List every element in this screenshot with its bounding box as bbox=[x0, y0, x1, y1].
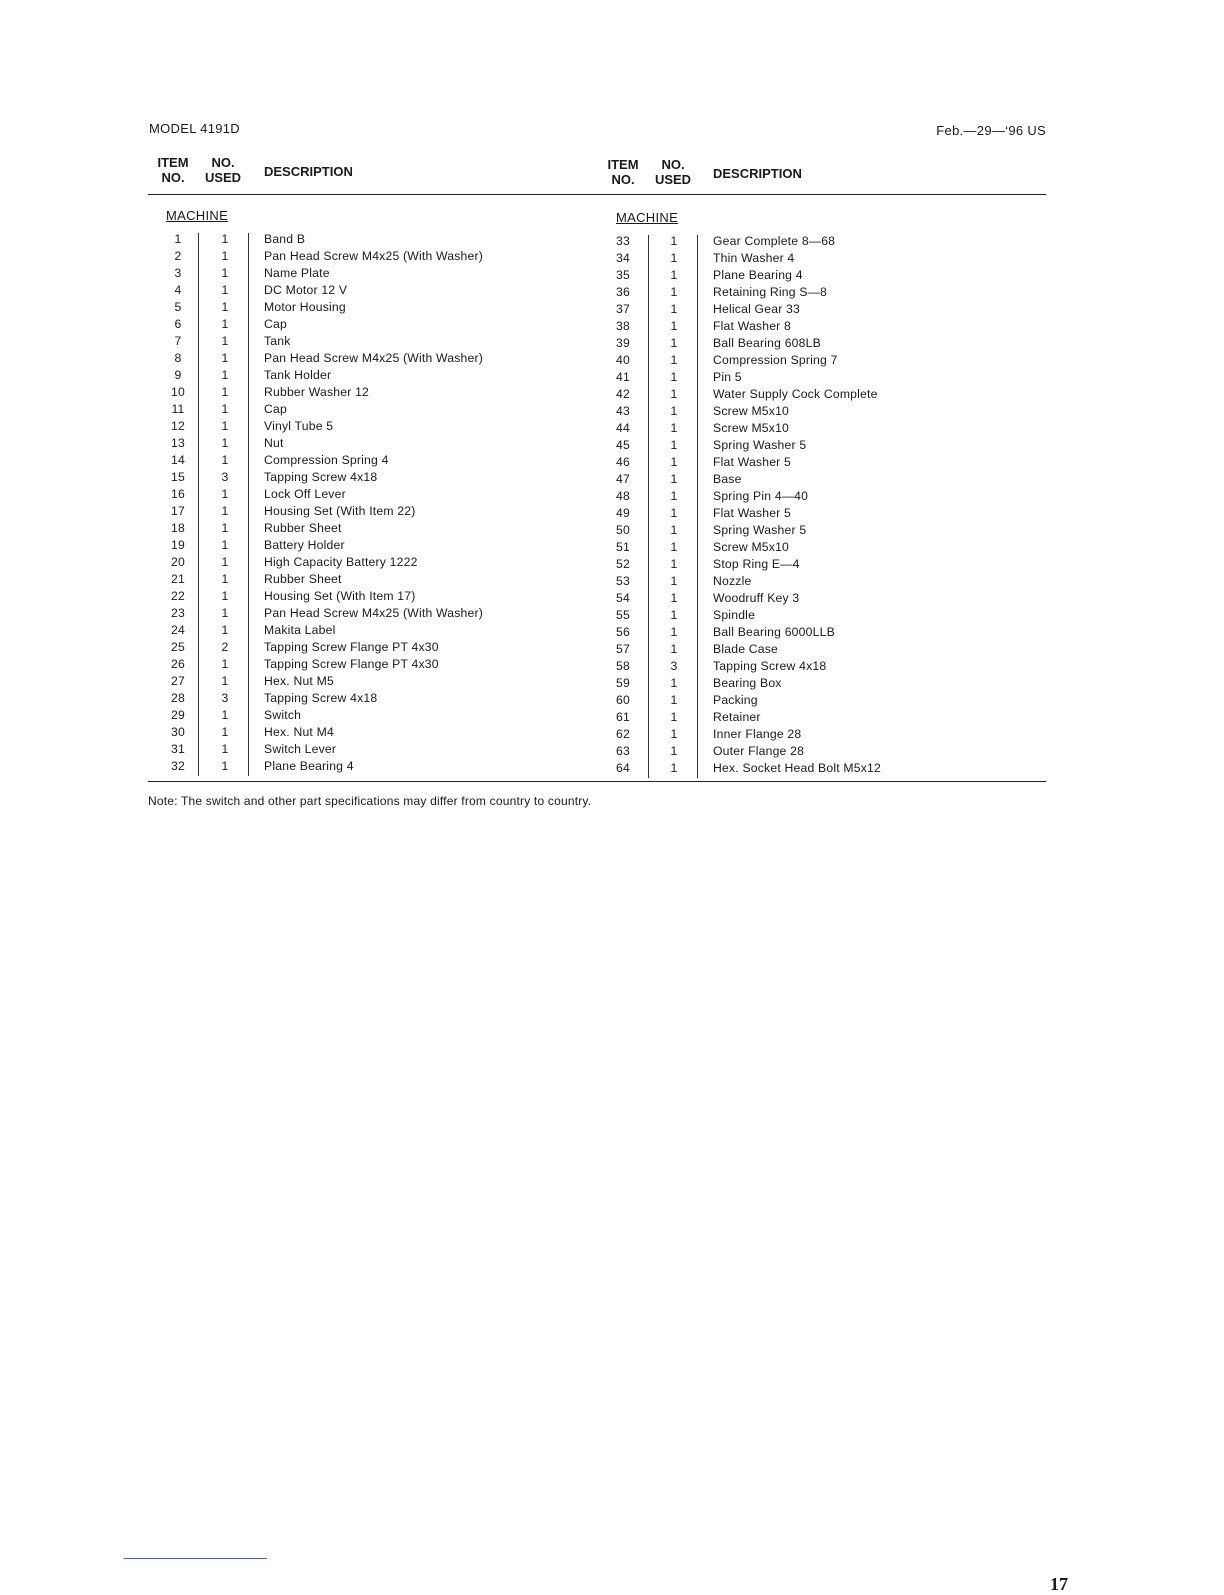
item-no: 13 bbox=[171, 436, 185, 450]
item-no: 36 bbox=[616, 285, 630, 299]
item-no: 63 bbox=[616, 744, 630, 758]
no-used: 1 bbox=[670, 574, 678, 588]
no-used: 1 bbox=[221, 453, 229, 467]
part-description: Pan Head Screw M4x25 (With Washer) bbox=[264, 351, 484, 365]
part-description: Cap bbox=[264, 402, 287, 416]
item-no: 20 bbox=[171, 555, 185, 569]
item-no: 58 bbox=[616, 659, 630, 673]
item-no: 54 bbox=[616, 591, 630, 605]
item-no: 32 bbox=[171, 759, 185, 773]
item-no: 15 bbox=[171, 470, 185, 484]
footer-link-line bbox=[124, 1558, 267, 1559]
no-used: 1 bbox=[221, 232, 229, 246]
part-description: Rubber Sheet bbox=[264, 521, 342, 535]
part-description: Compression Spring 7 bbox=[713, 353, 838, 367]
no-used: 1 bbox=[670, 642, 678, 656]
header-item-no bbox=[598, 157, 648, 187]
no-used: 1 bbox=[670, 353, 678, 367]
no-used: 1 bbox=[670, 268, 678, 282]
item-no: 10 bbox=[171, 385, 185, 399]
model-label: MODEL 4191D bbox=[149, 121, 240, 136]
header-no-used-line2: USED bbox=[204, 170, 242, 185]
no-used: 1 bbox=[221, 589, 229, 603]
item-no: 38 bbox=[616, 319, 630, 333]
header-item-no-line1: ITEM bbox=[607, 157, 639, 172]
header-item-no-line2: NO. bbox=[161, 170, 185, 185]
no-used: 1 bbox=[670, 676, 678, 690]
column-divider bbox=[648, 235, 649, 778]
no-used: 1 bbox=[670, 761, 678, 775]
part-description: Retaining Ring S—8 bbox=[713, 285, 828, 299]
item-no: 31 bbox=[171, 742, 185, 756]
revision-date: Feb.—29—‘96 US bbox=[936, 123, 1046, 138]
footer-rule bbox=[148, 781, 1046, 782]
no-used: 1 bbox=[221, 334, 229, 348]
part-description: Flat Washer 5 bbox=[713, 455, 792, 469]
no-used: 1 bbox=[670, 625, 678, 639]
part-description: Battery Holder bbox=[264, 538, 345, 552]
item-no: 51 bbox=[616, 540, 630, 554]
part-description: Cap bbox=[264, 317, 287, 331]
part-description: Flat Washer 5 bbox=[713, 506, 792, 520]
no-used: 1 bbox=[670, 472, 678, 486]
no-used: 1 bbox=[221, 657, 229, 671]
part-description: Blade Case bbox=[713, 642, 779, 656]
no-used: 3 bbox=[221, 470, 229, 484]
part-description: Screw M5x10 bbox=[713, 540, 790, 554]
part-description: Water Supply Cock Complete bbox=[713, 387, 878, 401]
part-description: Housing Set (With Item 22) bbox=[264, 504, 416, 518]
part-description: Ball Bearing 6000LLB bbox=[713, 625, 835, 639]
no-used: 1 bbox=[670, 523, 678, 537]
no-used: 1 bbox=[221, 351, 229, 365]
no-used: 1 bbox=[670, 727, 678, 741]
item-no: 52 bbox=[616, 557, 630, 571]
item-no: 46 bbox=[616, 455, 630, 469]
no-used: 1 bbox=[221, 623, 229, 637]
item-no: 12 bbox=[171, 419, 185, 433]
no-used: 1 bbox=[221, 606, 229, 620]
item-no: 35 bbox=[616, 268, 630, 282]
no-used: 3 bbox=[670, 659, 678, 673]
part-description: Spindle bbox=[713, 608, 756, 622]
section-label-right: MACHINE bbox=[616, 210, 679, 225]
part-description: Rubber Sheet bbox=[264, 572, 342, 586]
part-description: Vinyl Tube 5 bbox=[264, 419, 334, 433]
part-description: High Capacity Battery 1222 bbox=[264, 555, 418, 569]
part-description: Inner Flange 28 bbox=[713, 727, 802, 741]
item-no: 9 bbox=[174, 368, 182, 382]
no-used: 1 bbox=[670, 744, 678, 758]
item-no: 14 bbox=[171, 453, 185, 467]
item-no: 37 bbox=[616, 302, 630, 316]
item-no: 18 bbox=[171, 521, 185, 535]
item-no: 29 bbox=[171, 708, 185, 722]
no-used: 1 bbox=[221, 368, 229, 382]
part-description: Tapping Screw 4x18 bbox=[713, 659, 827, 673]
no-used: 1 bbox=[221, 487, 229, 501]
part-description: Spring Pin 4—40 bbox=[713, 489, 809, 503]
part-description: Woodruff Key 3 bbox=[713, 591, 800, 605]
part-description: Hex. Nut M4 bbox=[264, 725, 334, 739]
header-item-no bbox=[148, 155, 198, 185]
header-description: DESCRIPTION bbox=[264, 164, 353, 179]
part-description: Retainer bbox=[713, 710, 761, 724]
item-no: 50 bbox=[616, 523, 630, 537]
item-no: 28 bbox=[171, 691, 185, 705]
item-no: 17 bbox=[171, 504, 185, 518]
no-used: 1 bbox=[670, 710, 678, 724]
no-used: 1 bbox=[670, 421, 678, 435]
no-used: 1 bbox=[221, 249, 229, 263]
no-used: 1 bbox=[670, 404, 678, 418]
header-no-used bbox=[198, 155, 248, 185]
no-used: 1 bbox=[221, 283, 229, 297]
part-description: Ball Bearing 608LB bbox=[713, 336, 821, 350]
header-no-used-line2: USED bbox=[654, 172, 692, 187]
no-used: 1 bbox=[221, 385, 229, 399]
no-used: 1 bbox=[221, 674, 229, 688]
no-used: 1 bbox=[221, 317, 229, 331]
part-description: Hex. Socket Head Bolt M5x12 bbox=[713, 761, 881, 775]
no-used: 1 bbox=[221, 759, 229, 773]
part-description: Screw M5x10 bbox=[713, 421, 790, 435]
item-no: 19 bbox=[171, 538, 185, 552]
part-description: Band B bbox=[264, 232, 306, 246]
part-description: Motor Housing bbox=[264, 300, 346, 314]
item-no: 16 bbox=[171, 487, 185, 501]
item-no: 23 bbox=[171, 606, 185, 620]
section-label-left: MACHINE bbox=[166, 208, 229, 223]
item-no: 21 bbox=[171, 572, 185, 586]
item-no: 53 bbox=[616, 574, 630, 588]
no-used: 1 bbox=[670, 591, 678, 605]
item-no: 61 bbox=[616, 710, 630, 724]
no-used: 1 bbox=[670, 608, 678, 622]
item-no: 39 bbox=[616, 336, 630, 350]
item-no: 62 bbox=[616, 727, 630, 741]
no-used: 1 bbox=[670, 319, 678, 333]
no-used: 1 bbox=[670, 302, 678, 316]
item-no: 49 bbox=[616, 506, 630, 520]
column-divider bbox=[248, 233, 249, 776]
part-description: Gear Complete 8—68 bbox=[713, 234, 836, 248]
part-description: Plane Bearing 4 bbox=[264, 759, 354, 773]
no-used: 1 bbox=[221, 419, 229, 433]
item-no: 24 bbox=[171, 623, 185, 637]
item-no: 64 bbox=[616, 761, 630, 775]
item-no: 2 bbox=[174, 249, 182, 263]
specification-note: Note: The switch and other part specifications may differ from country to country. bbox=[148, 794, 592, 808]
item-no: 25 bbox=[171, 640, 185, 654]
item-no: 30 bbox=[171, 725, 185, 739]
item-no: 8 bbox=[174, 351, 182, 365]
no-used: 1 bbox=[670, 540, 678, 554]
item-no: 47 bbox=[616, 472, 630, 486]
header-item-no-line1: ITEM bbox=[157, 155, 189, 170]
item-no: 57 bbox=[616, 642, 630, 656]
part-description: Tapping Screw 4x18 bbox=[264, 691, 378, 705]
item-no: 34 bbox=[616, 251, 630, 265]
no-used: 1 bbox=[670, 557, 678, 571]
part-description: Tapping Screw Flange PT 4x30 bbox=[264, 657, 439, 671]
item-no: 1 bbox=[174, 232, 182, 246]
no-used: 3 bbox=[221, 691, 229, 705]
column-divider bbox=[697, 235, 698, 778]
item-no: 45 bbox=[616, 438, 630, 452]
no-used: 1 bbox=[221, 521, 229, 535]
item-no: 59 bbox=[616, 676, 630, 690]
item-no: 48 bbox=[616, 489, 630, 503]
part-description: Switch Lever bbox=[264, 742, 337, 756]
part-description: Pin 5 bbox=[713, 370, 742, 384]
no-used: 1 bbox=[670, 506, 678, 520]
part-description: Tapping Screw Flange PT 4x30 bbox=[264, 640, 439, 654]
no-used: 1 bbox=[221, 436, 229, 450]
part-description: Base bbox=[713, 472, 742, 486]
part-description: Nut bbox=[264, 436, 284, 450]
item-no: 7 bbox=[174, 334, 182, 348]
item-no: 44 bbox=[616, 421, 630, 435]
part-description: Flat Washer 8 bbox=[713, 319, 792, 333]
part-description: Switch bbox=[264, 708, 302, 722]
item-no: 33 bbox=[616, 234, 630, 248]
no-used: 1 bbox=[670, 455, 678, 469]
part-description: Name Plate bbox=[264, 266, 330, 280]
no-used: 1 bbox=[670, 336, 678, 350]
part-description: DC Motor 12 V bbox=[264, 283, 348, 297]
no-used: 1 bbox=[221, 742, 229, 756]
item-no: 3 bbox=[174, 266, 182, 280]
no-used: 1 bbox=[221, 725, 229, 739]
no-used: 1 bbox=[670, 693, 678, 707]
column-divider bbox=[198, 233, 199, 776]
no-used: 1 bbox=[670, 251, 678, 265]
item-no: 43 bbox=[616, 404, 630, 418]
part-description: Pan Head Screw M4x25 (With Washer) bbox=[264, 249, 484, 263]
item-no: 56 bbox=[616, 625, 630, 639]
part-description: Plane Bearing 4 bbox=[713, 268, 803, 282]
no-used: 1 bbox=[221, 504, 229, 518]
part-description: Makita Label bbox=[264, 623, 336, 637]
no-used: 1 bbox=[670, 387, 678, 401]
part-description: Tank bbox=[264, 334, 291, 348]
no-used: 1 bbox=[221, 555, 229, 569]
header-description: DESCRIPTION bbox=[713, 166, 802, 181]
no-used: 1 bbox=[670, 489, 678, 503]
part-description: Rubber Washer 12 bbox=[264, 385, 370, 399]
part-description: Helical Gear 33 bbox=[713, 302, 800, 316]
header-no-used-line1: NO. bbox=[661, 157, 685, 172]
item-no: 22 bbox=[171, 589, 185, 603]
part-description: Spring Washer 5 bbox=[713, 523, 807, 537]
no-used: 1 bbox=[221, 572, 229, 586]
part-description: Housing Set (With Item 17) bbox=[264, 589, 416, 603]
page-number: 17 bbox=[1050, 1574, 1068, 1594]
header-item-no-line2: NO. bbox=[611, 172, 635, 187]
part-description: Pan Head Screw M4x25 (With Washer) bbox=[264, 606, 484, 620]
header-no-used bbox=[648, 157, 698, 187]
part-description: Screw M5x10 bbox=[713, 404, 790, 418]
part-description: Stop Ring E—4 bbox=[713, 557, 800, 571]
item-no: 5 bbox=[174, 300, 182, 314]
part-description: Bearing Box bbox=[713, 676, 782, 690]
item-no: 40 bbox=[616, 353, 630, 367]
item-no: 60 bbox=[616, 693, 630, 707]
item-no: 55 bbox=[616, 608, 630, 622]
no-used: 1 bbox=[221, 300, 229, 314]
no-used: 1 bbox=[670, 370, 678, 384]
part-description: Hex. Nut M5 bbox=[264, 674, 334, 688]
no-used: 2 bbox=[221, 640, 229, 654]
item-no: 26 bbox=[171, 657, 185, 671]
no-used: 1 bbox=[670, 438, 678, 452]
item-no: 6 bbox=[174, 317, 182, 331]
part-description: Outer Flange 28 bbox=[713, 744, 805, 758]
item-no: 42 bbox=[616, 387, 630, 401]
part-description: Packing bbox=[713, 693, 758, 707]
item-no: 11 bbox=[171, 402, 185, 416]
no-used: 1 bbox=[670, 234, 678, 248]
part-description: Compression Spring 4 bbox=[264, 453, 389, 467]
no-used: 1 bbox=[221, 402, 229, 416]
part-description: Nozzle bbox=[713, 574, 752, 588]
no-used: 1 bbox=[670, 285, 678, 299]
part-description: Spring Washer 5 bbox=[713, 438, 807, 452]
header-no-used-line1: NO. bbox=[211, 155, 235, 170]
item-no: 27 bbox=[171, 674, 185, 688]
header-rule bbox=[148, 194, 1046, 195]
part-description: Tank Holder bbox=[264, 368, 332, 382]
no-used: 1 bbox=[221, 266, 229, 280]
no-used: 1 bbox=[221, 708, 229, 722]
item-no: 4 bbox=[174, 283, 182, 297]
part-description: Lock Off Lever bbox=[264, 487, 346, 501]
item-no: 41 bbox=[616, 370, 630, 384]
part-description: Thin Washer 4 bbox=[713, 251, 795, 265]
no-used: 1 bbox=[221, 538, 229, 552]
part-description: Tapping Screw 4x18 bbox=[264, 470, 378, 484]
